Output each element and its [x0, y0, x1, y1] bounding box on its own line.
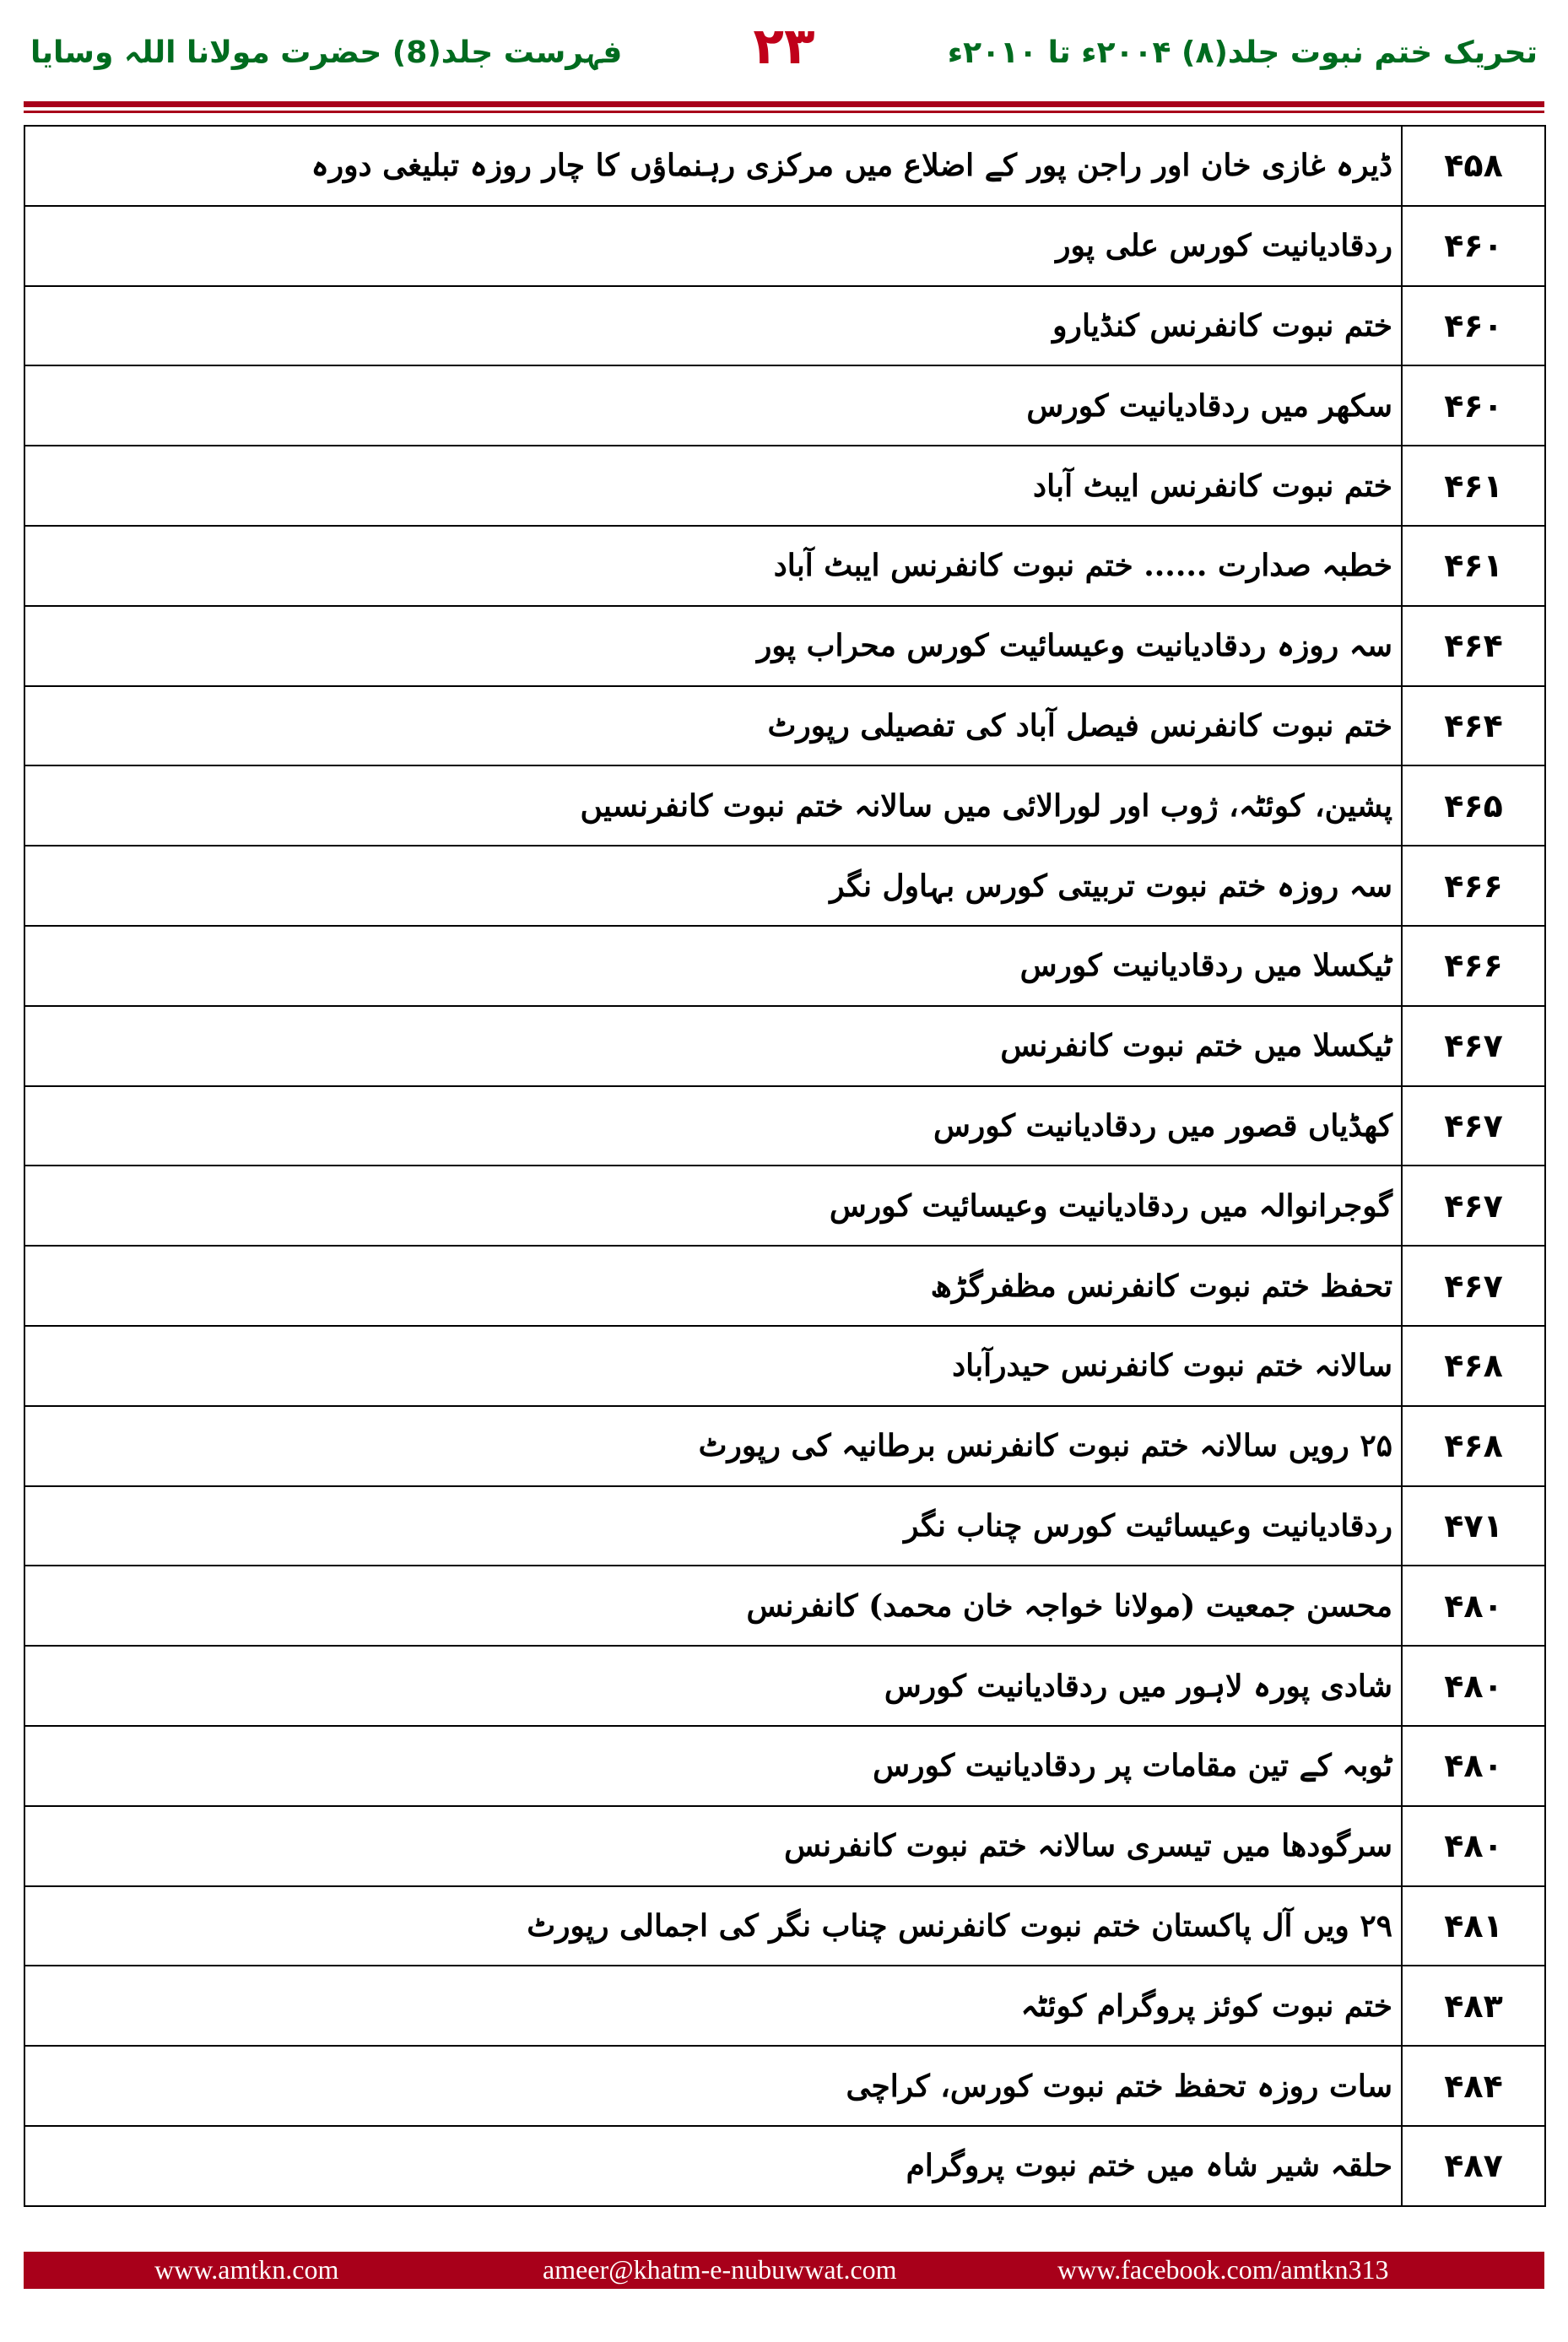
contents-row [24, 1566, 1545, 1646]
contents-entry-title: ۲۹ ویں آل پاکستان ختم نبوت کانفرنس چناب نگر کی اجمالی رپورٹ [24, 1886, 1402, 1966]
contents-entry-title: گوجرانوالہ میں ردقادیانیت وعیسائیت کورس [24, 1166, 1402, 1246]
contents-entry-page: ۴۸۴ [1402, 2046, 1545, 2126]
contents-entry-page: ۴۵۸ [1402, 126, 1545, 206]
contents-entry-page: ۴۶۷ [1402, 1006, 1545, 1086]
contents-entry-title: ختم نبوت کانفرنس کنڈیارو [24, 286, 1402, 366]
contents-entry-title: ٹیکسلا میں ختم نبوت کانفرنس [24, 1006, 1402, 1086]
contents-entry-page: ۴۶۰ [1402, 206, 1545, 286]
contents-entry-title: سرگودھا میں تیسری سالانہ ختم نبوت کانفرنس [24, 1806, 1402, 1886]
contents-row [24, 686, 1545, 766]
footer-website-link[interactable]: www.amtkn.com [154, 2254, 339, 2285]
footer-email-link[interactable]: ameer@khatm-e-nubuwwat.com [543, 2254, 897, 2285]
contents-entry-title: ڈیرہ غازی خان اور راجن پور کے اضلاع میں مرکزی رہنماؤں کا چار روزہ تبلیغی دورہ [24, 126, 1402, 206]
contents-row [24, 1246, 1545, 1326]
contents-row [24, 1166, 1545, 1246]
contents-entry-title: ختم نبوت کانفرنس ایبٹ آباد [24, 446, 1402, 526]
contents-row [24, 526, 1545, 606]
contents-table-body [24, 126, 1545, 2206]
contents-entry-page: ۴۸۷ [1402, 2126, 1545, 2206]
footer-facebook-link[interactable]: www.facebook.com/amtkn313 [1057, 2254, 1389, 2285]
contents-entry-page: ۴۶۶ [1402, 926, 1545, 1006]
contents-entry-page: ۴۷۱ [1402, 1486, 1545, 1566]
contents-entry-title: ختم نبوت کوئز پروگرام کوئٹہ [24, 1966, 1402, 2046]
contents-entry-title: ختم نبوت کانفرنس فیصل آباد کی تفصیلی رپورٹ [24, 686, 1402, 766]
contents-row [24, 446, 1545, 526]
page-number: ۲۳ [753, 17, 815, 76]
contents-row [24, 1486, 1545, 1566]
contents-entry-page: ۴۶۷ [1402, 1166, 1545, 1246]
contents-entry-title: ردقادیانیت کورس علی پور [24, 206, 1402, 286]
contents-row [24, 846, 1545, 926]
contents-entry-page: ۴۸۰ [1402, 1566, 1545, 1646]
page-footer [24, 2252, 1544, 2289]
contents-row [24, 2126, 1545, 2206]
header-rule [24, 101, 1544, 107]
contents-entry-page: ۴۶۴ [1402, 686, 1545, 766]
contents-entry-page: ۴۸۱ [1402, 1886, 1545, 1966]
contents-entry-title: تحفظ ختم نبوت کانفرنس مظفرگڑھ [24, 1246, 1402, 1326]
contents-row [24, 1326, 1545, 1406]
contents-entry-page: ۴۸۰ [1402, 1806, 1545, 1886]
contents-entry-page: ۴۶۴ [1402, 606, 1545, 686]
contents-row [24, 1806, 1545, 1886]
contents-row [24, 126, 1545, 206]
contents-entry-title: سالانہ ختم نبوت کانفرنس حیدرآباد [24, 1326, 1402, 1406]
contents-entry-title: ردقادیانیت وعیسائیت کورس چناب نگر [24, 1486, 1402, 1566]
contents-row [24, 365, 1545, 446]
contents-row [24, 286, 1545, 366]
contents-row [24, 1726, 1545, 1806]
contents-entry-page: ۴۶۸ [1402, 1326, 1545, 1406]
contents-entry-page: ۴۶۶ [1402, 846, 1545, 926]
contents-table [24, 125, 1546, 2207]
contents-entry-page: ۴۶۷ [1402, 1086, 1545, 1166]
contents-entry-page: ۴۸۰ [1402, 1646, 1545, 1726]
contents-entry-page: ۴۸۰ [1402, 1726, 1545, 1806]
contents-entry-page: ۴۶۵ [1402, 765, 1545, 846]
contents-entry-title: سات روزہ تحفظ ختم نبوت کورس، کراچی [24, 2046, 1402, 2126]
contents-row [24, 1886, 1545, 1966]
contents-entry-page: ۴۶۱ [1402, 526, 1545, 606]
contents-row [24, 1646, 1545, 1726]
contents-entry-page: ۴۶۷ [1402, 1246, 1545, 1326]
contents-entry-title: سہ روزہ ختم نبوت تربیتی کورس بہاول نگر [24, 846, 1402, 926]
contents-entry-title: سکھر میں ردقادیانیت کورس [24, 365, 1402, 446]
page-header [0, 0, 1568, 101]
contents-row [24, 765, 1545, 846]
contents-entry-page: ۴۶۸ [1402, 1406, 1545, 1486]
contents-row [24, 1966, 1545, 2046]
header-book-title: تحریک ختم نبوت جلد(۸) ۲۰۰۴ء تا ۲۰۱۰ء [947, 35, 1538, 70]
contents-entry-title: ۲۵ رویں سالانہ ختم نبوت کانفرنس برطانیہ کی رپورٹ [24, 1406, 1402, 1486]
contents-entry-title: خطبہ صدارت ...... ختم نبوت کانفرنس ایبٹ آباد [24, 526, 1402, 606]
contents-entry-page: ۴۶۰ [1402, 286, 1545, 366]
contents-entry-title: محسن جمعیت (مولانا خواجہ خان محمد) کانفرنس [24, 1566, 1402, 1646]
contents-row [24, 206, 1545, 286]
contents-entry-title: ٹیکسلا میں ردقادیانیت کورس [24, 926, 1402, 1006]
header-volume-author: فہرست جلد(8) حضرت مولانا اللہ وسایا [30, 35, 623, 70]
contents-entry-page: ۴۸۳ [1402, 1966, 1545, 2046]
header-rule-thin [24, 111, 1544, 113]
contents-entry-page: ۴۶۱ [1402, 446, 1545, 526]
contents-entry-title: پشین، کوئٹہ، ژوب اور لورالائی میں سالانہ ختم نبوت کانفرنسیں [24, 765, 1402, 846]
contents-entry-title: شادی پورہ لاہور میں ردقادیانیت کورس [24, 1646, 1402, 1726]
contents-entry-page: ۴۶۰ [1402, 365, 1545, 446]
contents-row [24, 1006, 1545, 1086]
contents-entry-title: سہ روزہ ردقادیانیت وعیسائیت کورس محراب پور [24, 606, 1402, 686]
contents-entry-title: حلقہ شیر شاہ میں ختم نبوت پروگرام [24, 2126, 1402, 2206]
contents-entry-title: ٹوبہ کے تین مقامات پر ردقادیانیت کورس [24, 1726, 1402, 1806]
contents-row [24, 2046, 1545, 2126]
contents-row [24, 926, 1545, 1006]
contents-row [24, 1406, 1545, 1486]
contents-row [24, 606, 1545, 686]
contents-entry-title: کھڈیاں قصور میں ردقادیانیت کورس [24, 1086, 1402, 1166]
contents-row [24, 1086, 1545, 1166]
